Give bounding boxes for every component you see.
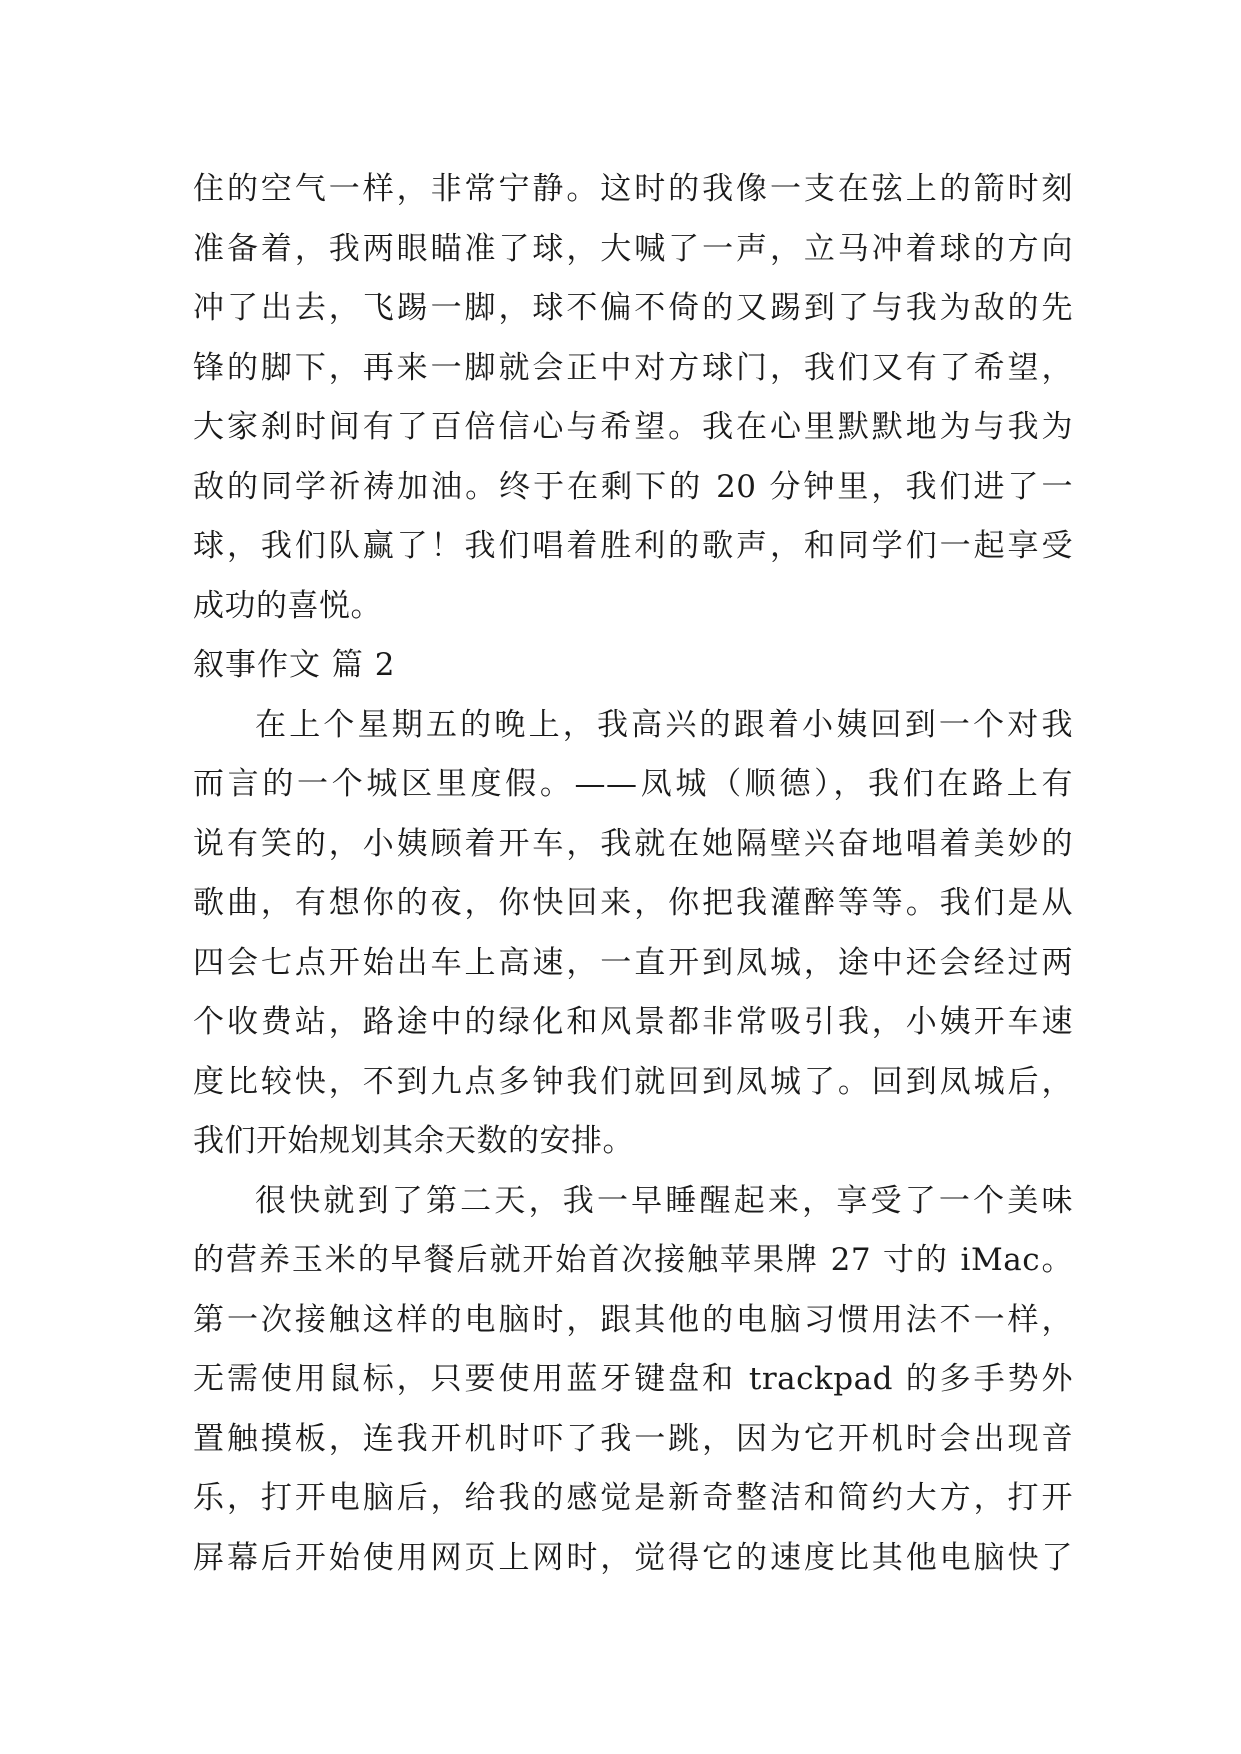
- section-heading: 叙事作文 篇 2: [193, 647, 396, 683]
- text-line: 准备着，我两眼瞄准了球，大喊了一声，立马冲着球的方向: [193, 230, 1073, 267]
- text-line: 很快就到了第二天，我一早睡醒起来，享受了一个美味: [255, 1182, 1073, 1219]
- text-line: 而言的一个城区里度假。——凤城（顺德），我们在路上有: [193, 766, 1073, 802]
- text-line: 第一次接触这样的电脑时，跟其他的电脑习惯用法不一样，: [193, 1301, 1073, 1338]
- text-line: 无需使用鼠标，只要使用蓝牙键盘和 trackpad 的多手势外: [193, 1361, 1073, 1397]
- text-line: 敌的同学祈祷加油。终于在剩下的 20 分钟里，我们进了一: [193, 468, 1073, 505]
- text-line: 说有笑的，小姨顾着开车，我就在她隔壁兴奋地唱着美妙的: [193, 825, 1073, 862]
- text-line: 大家刹时间有了百倍信心与希望。我在心里默默地为与我为: [193, 409, 1073, 445]
- text-line: 乐，打开电脑后，给我的感觉是新奇整洁和简约大方，打开: [193, 1480, 1073, 1516]
- text-line: 我们开始规划其余天数的安排。: [193, 1123, 634, 1159]
- text-line: 在上个星期五的晚上，我高兴的跟着小姨回到一个对我: [255, 706, 1073, 743]
- text-line: 歌曲，有想你的夜，你快回来，你把我灌醉等等。我们是从: [193, 885, 1073, 921]
- text-line: 冲了出去，飞踢一脚，球不偏不倚的又踢到了与我为敌的先: [193, 290, 1073, 326]
- text-line: 度比较快，不到九点多钟我们就回到凤城了。回到凤城后，: [193, 1063, 1073, 1100]
- document-body: [193, 160, 1073, 1588]
- text-line: 成功的喜悦。: [193, 587, 382, 624]
- text-line: 球，我们队赢了！我们唱着胜利的歌声，和同学们一起享受: [193, 528, 1073, 564]
- text-line: 置触摸板，连我开机时吓了我一跳，因为它开机时会出现音: [193, 1420, 1073, 1457]
- text-line: 锋的脚下，再来一脚就会正中对方球门，我们又有了希望，: [193, 349, 1073, 386]
- text-line: 的营养玉米的早餐后就开始首次接触苹果牌 27 寸的 iMac。: [193, 1242, 1073, 1278]
- text-line: 个收费站，路途中的绿化和风景都非常吸引我，小姨开车速: [193, 1004, 1073, 1040]
- text-line: 屏幕后开始使用网页上网时，觉得它的速度比其他电脑快了: [193, 1539, 1073, 1576]
- text-line: 四会七点开始出车上高速，一直开到凤城，途中还会经过两: [193, 944, 1073, 981]
- text-line: 住的空气一样，非常宁静。这时的我像一支在弦上的箭时刻: [193, 171, 1073, 207]
